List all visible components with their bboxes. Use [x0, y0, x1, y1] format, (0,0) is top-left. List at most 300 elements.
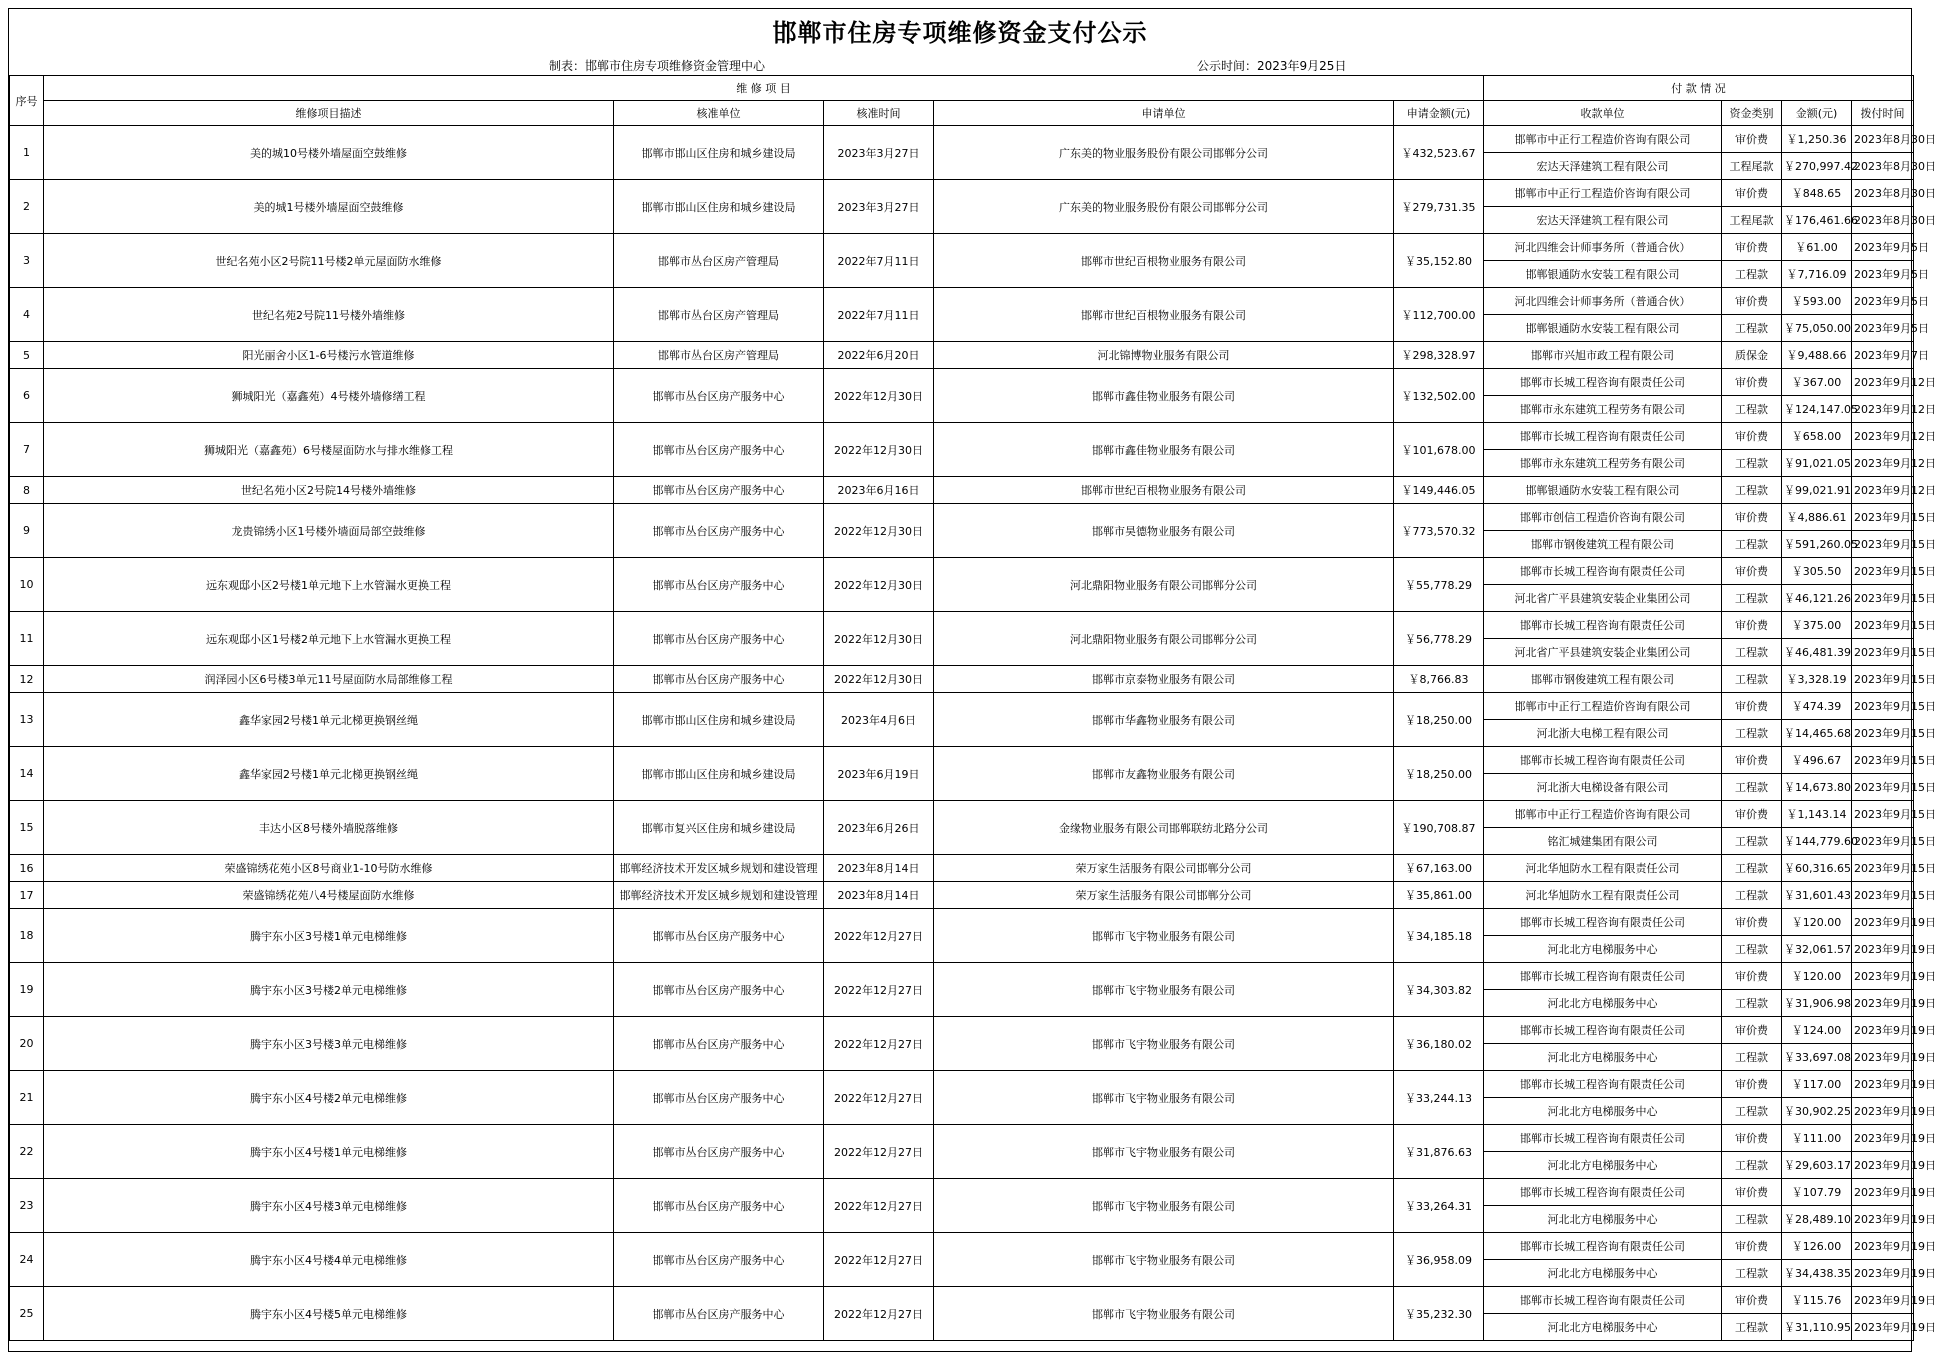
- row-seq: 24: [10, 1233, 44, 1287]
- fund-type: 工程尾款: [1722, 153, 1782, 180]
- fund-type: 工程款: [1722, 1260, 1782, 1287]
- applicant-unit: 广东美的物业服务股份有限公司邯郸分公司: [934, 126, 1394, 180]
- fund-type: 审价费: [1722, 747, 1782, 774]
- table-row: [10, 369, 1914, 396]
- table-row: [10, 693, 1914, 720]
- pay-date: 2023年9月19日: [1852, 1260, 1914, 1287]
- table-row: [10, 1287, 1914, 1314]
- pay-date: 2023年8月30日: [1852, 180, 1914, 207]
- pay-date: 2023年8月30日: [1852, 153, 1914, 180]
- applicant-unit: 邯郸市飞宇物业服务有限公司: [934, 1071, 1394, 1125]
- payment-notice-sheet: [8, 8, 1936, 1352]
- pay-amount: ￥1,250.36: [1782, 126, 1852, 153]
- approver-unit: 邯郸市丛台区房产服务中心: [614, 1233, 824, 1287]
- fund-type: 审价费: [1722, 504, 1782, 531]
- table-row: [10, 126, 1914, 153]
- project-desc: 远东观邸小区1号楼2单元地下上水管漏水更换工程: [44, 612, 614, 666]
- pay-date: 2023年9月15日: [1852, 639, 1914, 666]
- pay-date: 2023年9月19日: [1852, 1206, 1914, 1233]
- pay-amount: ￥34,438.35: [1782, 1260, 1852, 1287]
- approver-unit: 邯郸市丛台区房产服务中心: [614, 1125, 824, 1179]
- fund-type: 工程款: [1722, 450, 1782, 477]
- pay-amount: ￥591,260.05: [1782, 531, 1852, 558]
- fund-type: 工程款: [1722, 1098, 1782, 1125]
- table-row: [10, 963, 1914, 990]
- pay-amount: ￥4,886.61: [1782, 504, 1852, 531]
- apply-amount: ￥101,678.00: [1394, 423, 1484, 477]
- pay-date: 2023年8月30日: [1852, 207, 1914, 234]
- fund-type: 审价费: [1722, 180, 1782, 207]
- pay-amount: ￥117.00: [1782, 1071, 1852, 1098]
- approve-date: 2022年12月30日: [824, 369, 934, 423]
- payee-unit: 邯郸市中正行工程造价咨询有限公司: [1484, 180, 1722, 207]
- payee-unit: 河北北方电梯服务中心: [1484, 936, 1722, 963]
- fund-type: 工程款: [1722, 720, 1782, 747]
- payee-unit: 邯郸市长城工程咨询有限责任公司: [1484, 1179, 1722, 1206]
- pay-date: 2023年9月19日: [1852, 1125, 1914, 1152]
- fund-type: 工程款: [1722, 261, 1782, 288]
- pay-amount: ￥1,143.14: [1782, 801, 1852, 828]
- pay-date: 2023年9月15日: [1852, 774, 1914, 801]
- approve-date: 2022年12月27日: [824, 1233, 934, 1287]
- fund-type: 审价费: [1722, 126, 1782, 153]
- pay-date: 2023年9月15日: [1852, 801, 1914, 828]
- apply-amount: ￥432,523.67: [1394, 126, 1484, 180]
- applicant-unit: 邯郸市飞宇物业服务有限公司: [934, 1125, 1394, 1179]
- payee-unit: 邯郸市长城工程咨询有限责任公司: [1484, 369, 1722, 396]
- project-desc: 荣盛锦绣花苑小区8号商业1-10号防水维修: [44, 855, 614, 882]
- payee-unit: 河北北方电梯服务中心: [1484, 990, 1722, 1017]
- row-seq: 14: [10, 747, 44, 801]
- applicant-unit: 邯郸市华鑫物业服务有限公司: [934, 693, 1394, 747]
- payee-unit: 河北省广平县建筑安装企业集团公司: [1484, 585, 1722, 612]
- apply-amount: ￥132,502.00: [1394, 369, 1484, 423]
- project-desc: 腾宇东小区4号楼3单元电梯维修: [44, 1179, 614, 1233]
- pay-date: 2023年9月12日: [1852, 369, 1914, 396]
- pay-amount: ￥270,997.42: [1782, 153, 1852, 180]
- approve-date: 2022年12月27日: [824, 1125, 934, 1179]
- payee-unit: 邯郸市长城工程咨询有限责任公司: [1484, 1017, 1722, 1044]
- maker-line: 制表：邯郸市住房专项维修资金管理中心: [549, 59, 766, 73]
- pay-amount: ￥658.00: [1782, 423, 1852, 450]
- pay-amount: ￥124.00: [1782, 1017, 1852, 1044]
- fund-type: 审价费: [1722, 558, 1782, 585]
- pay-date: 2023年9月19日: [1852, 936, 1914, 963]
- row-seq: 15: [10, 801, 44, 855]
- pay-amount: ￥91,021.05: [1782, 450, 1852, 477]
- apply-amount: ￥33,264.31: [1394, 1179, 1484, 1233]
- payee-unit: 河北华旭防水工程有限责任公司: [1484, 882, 1722, 909]
- fund-type: 审价费: [1722, 1125, 1782, 1152]
- pay-amount: ￥593.00: [1782, 288, 1852, 315]
- apply-amount: ￥56,778.29: [1394, 612, 1484, 666]
- apply-amount: ￥31,876.63: [1394, 1125, 1484, 1179]
- approve-date: 2023年3月27日: [824, 126, 934, 180]
- fund-type: 工程款: [1722, 1314, 1782, 1341]
- project-desc: 腾宇东小区4号楼5单元电梯维修: [44, 1287, 614, 1341]
- pay-amount: ￥176,461.66: [1782, 207, 1852, 234]
- fund-type: 工程款: [1722, 936, 1782, 963]
- approve-date: 2023年6月19日: [824, 747, 934, 801]
- fund-type: 工程款: [1722, 828, 1782, 855]
- approver-unit: 邯郸市丛台区房产服务中心: [614, 1017, 824, 1071]
- row-seq: 22: [10, 1125, 44, 1179]
- apply-amount: ￥36,180.02: [1394, 1017, 1484, 1071]
- pay-amount: ￥31,906.98: [1782, 990, 1852, 1017]
- approve-date: 2022年12月27日: [824, 1179, 934, 1233]
- applicant-unit: 邯郸市京泰物业服务有限公司: [934, 666, 1394, 693]
- approver-unit: 邯郸市丛台区房产服务中心: [614, 423, 824, 477]
- fund-type: 审价费: [1722, 1287, 1782, 1314]
- applicant-unit: 邯郸市世纪百根物业服务有限公司: [934, 477, 1394, 504]
- row-seq: 12: [10, 666, 44, 693]
- payee-unit: 河北北方电梯服务中心: [1484, 1260, 1722, 1287]
- approver-unit: 邯郸经济技术开发区城乡规划和建设管理: [614, 882, 824, 909]
- apply-amount: ￥67,163.00: [1394, 855, 1484, 882]
- fund-type: 审价费: [1722, 801, 1782, 828]
- applicant-unit: 河北锦博物业服务有限公司: [934, 342, 1394, 369]
- pay-date: 2023年9月5日: [1852, 261, 1914, 288]
- publish-time: 公示时间：2023年9月25日: [1197, 59, 1347, 73]
- page-title: 邯郸市住房专项维修资金支付公示: [772, 19, 1148, 47]
- pay-amount: ￥120.00: [1782, 909, 1852, 936]
- project-desc: 荣盛锦绣花苑八4号楼屋面防水维修: [44, 882, 614, 909]
- pay-amount: ￥9,488.66: [1782, 342, 1852, 369]
- pay-date: 2023年9月19日: [1852, 1044, 1914, 1071]
- table-row: [10, 288, 1914, 315]
- payee-unit: 邯郸市永东建筑工程劳务有限公司: [1484, 396, 1722, 423]
- apply-amount: ￥279,731.35: [1394, 180, 1484, 234]
- applicant-unit: 河北鼎阳物业服务有限公司邯郸分公司: [934, 558, 1394, 612]
- approve-date: 2022年12月27日: [824, 1071, 934, 1125]
- header-pay-date: 拨付时间: [1852, 101, 1914, 126]
- fund-type: 审价费: [1722, 909, 1782, 936]
- pay-amount: ￥305.50: [1782, 558, 1852, 585]
- row-seq: 6: [10, 369, 44, 423]
- payee-unit: 河北浙大电梯设备有限公司: [1484, 774, 1722, 801]
- apply-amount: ￥55,778.29: [1394, 558, 1484, 612]
- pay-amount: ￥28,489.10: [1782, 1206, 1852, 1233]
- fund-type: 工程款: [1722, 855, 1782, 882]
- apply-amount: ￥190,708.87: [1394, 801, 1484, 855]
- header-amount: 申请金额(元): [1394, 101, 1484, 126]
- payee-unit: 邯郸市长城工程咨询有限责任公司: [1484, 909, 1722, 936]
- pay-date: 2023年9月15日: [1852, 855, 1914, 882]
- fund-type: 审价费: [1722, 288, 1782, 315]
- apply-amount: ￥33,244.13: [1394, 1071, 1484, 1125]
- row-seq: 3: [10, 234, 44, 288]
- applicant-unit: 邯郸市世纪百根物业服务有限公司: [934, 234, 1394, 288]
- table-row: [10, 477, 1914, 504]
- header-approver: 核准单位: [614, 101, 824, 126]
- approver-unit: 邯郸市丛台区房产服务中心: [614, 504, 824, 558]
- pay-date: 2023年9月15日: [1852, 693, 1914, 720]
- pay-amount: ￥46,121.26: [1782, 585, 1852, 612]
- payee-unit: 邯郸市钢俊建筑工程有限公司: [1484, 531, 1722, 558]
- payment-table: [9, 75, 1936, 1341]
- table-row: [10, 558, 1914, 585]
- payee-unit: 邯郸银通防水安装工程有限公司: [1484, 315, 1722, 342]
- pay-amount: ￥367.00: [1782, 369, 1852, 396]
- payee-unit: 宏达天泽建筑工程有限公司: [1484, 207, 1722, 234]
- header-approve-date: 核准时间: [824, 101, 934, 126]
- pay-date: 2023年9月15日: [1852, 531, 1914, 558]
- payee-unit: 邯郸市长城工程咨询有限责任公司: [1484, 1233, 1722, 1260]
- approver-unit: 邯郸市复兴区住房和城乡建设局: [614, 801, 824, 855]
- table-body: [10, 126, 1936, 1341]
- apply-amount: ￥18,250.00: [1394, 747, 1484, 801]
- apply-amount: ￥34,185.18: [1394, 909, 1484, 963]
- payee-unit: 河北北方电梯服务中心: [1484, 1206, 1722, 1233]
- applicant-unit: 邯郸市飞宇物业服务有限公司: [934, 1287, 1394, 1341]
- pay-date: 2023年9月19日: [1852, 990, 1914, 1017]
- payee-unit: 河北北方电梯服务中心: [1484, 1314, 1722, 1341]
- pay-date: 2023年9月12日: [1852, 477, 1914, 504]
- header-desc: 维修项目描述: [44, 101, 614, 126]
- pay-amount: ￥31,601.43: [1782, 882, 1852, 909]
- fund-type: 审价费: [1722, 234, 1782, 261]
- approve-date: 2022年12月30日: [824, 612, 934, 666]
- fund-type: 审价费: [1722, 369, 1782, 396]
- approver-unit: 邯郸市丛台区房产服务中心: [614, 1287, 824, 1341]
- approve-date: 2022年7月11日: [824, 288, 934, 342]
- project-desc: 鑫华家园2号楼1单元北梯更换钢丝绳: [44, 693, 614, 747]
- project-desc: 龙贵锦绣小区1号楼外墙面局部空鼓维修: [44, 504, 614, 558]
- apply-amount: ￥149,446.05: [1394, 477, 1484, 504]
- pay-date: 2023年9月15日: [1852, 882, 1914, 909]
- pay-amount: ￥31,110.95: [1782, 1314, 1852, 1341]
- approve-date: 2022年12月30日: [824, 666, 934, 693]
- pay-amount: ￥144,779.60: [1782, 828, 1852, 855]
- project-desc: 阳光丽舍小区1-6号楼污水管道维修: [44, 342, 614, 369]
- table-row: [10, 855, 1914, 882]
- applicant-unit: 邯郸市飞宇物业服务有限公司: [934, 1233, 1394, 1287]
- row-seq: 9: [10, 504, 44, 558]
- table-row: [10, 909, 1914, 936]
- header-fund-type: 资金类别: [1722, 101, 1782, 126]
- applicant-unit: 荣万家生活服务有限公司邯郸分公司: [934, 882, 1394, 909]
- fund-type: 工程款: [1722, 531, 1782, 558]
- approver-unit: 邯郸市邯山区住房和城乡建设局: [614, 126, 824, 180]
- apply-amount: ￥35,152.80: [1394, 234, 1484, 288]
- fund-type: 审价费: [1722, 963, 1782, 990]
- project-desc: 狮城阳光（嘉鑫苑）6号楼屋面防水与排水维修工程: [44, 423, 614, 477]
- fund-type: 审价费: [1722, 693, 1782, 720]
- payee-unit: 邯郸市长城工程咨询有限责任公司: [1484, 1071, 1722, 1098]
- pay-date: 2023年9月15日: [1852, 504, 1914, 531]
- project-desc: 世纪名苑2号院11号楼外墙维修: [44, 288, 614, 342]
- fund-type: 工程款: [1722, 315, 1782, 342]
- approve-date: 2022年12月27日: [824, 963, 934, 1017]
- payee-unit: 邯郸市中正行工程造价咨询有限公司: [1484, 801, 1722, 828]
- fund-type: 工程款: [1722, 882, 1782, 909]
- pay-amount: ￥111.00: [1782, 1125, 1852, 1152]
- table-row: [10, 504, 1914, 531]
- pay-date: 2023年9月19日: [1852, 1233, 1914, 1260]
- table-row: [10, 882, 1914, 909]
- pay-amount: ￥3,328.19: [1782, 666, 1852, 693]
- approve-date: 2023年8月14日: [824, 882, 934, 909]
- approver-unit: 邯郸市丛台区房产服务中心: [614, 1179, 824, 1233]
- approver-unit: 邯郸市丛台区房产服务中心: [614, 612, 824, 666]
- table-row: [10, 423, 1914, 450]
- project-desc: 世纪名苑小区2号院14号楼外墙维修: [44, 477, 614, 504]
- pay-date: 2023年9月15日: [1852, 720, 1914, 747]
- pay-amount: ￥61.00: [1782, 234, 1852, 261]
- payee-unit: 邯郸市长城工程咨询有限责任公司: [1484, 612, 1722, 639]
- payee-unit: 邯郸市长城工程咨询有限责任公司: [1484, 558, 1722, 585]
- payee-unit: 河北四维会计师事务所（普通合伙）: [1484, 288, 1722, 315]
- row-seq: 23: [10, 1179, 44, 1233]
- apply-amount: ￥35,232.30: [1394, 1287, 1484, 1341]
- payee-unit: 河北北方电梯服务中心: [1484, 1044, 1722, 1071]
- applicant-unit: 金缘物业服务有限公司邯郸联纺北路分公司: [934, 801, 1394, 855]
- approve-date: 2023年6月16日: [824, 477, 934, 504]
- payee-unit: 邯郸市中正行工程造价咨询有限公司: [1484, 693, 1722, 720]
- approve-date: 2022年12月27日: [824, 1287, 934, 1341]
- payee-unit: 河北浙大电梯工程有限公司: [1484, 720, 1722, 747]
- payee-unit: 河北北方电梯服务中心: [1484, 1098, 1722, 1125]
- project-desc: 腾宇东小区4号楼4单元电梯维修: [44, 1233, 614, 1287]
- pay-amount: ￥29,603.17: [1782, 1152, 1852, 1179]
- pay-amount: ￥375.00: [1782, 612, 1852, 639]
- row-seq: 18: [10, 909, 44, 963]
- pay-date: 2023年9月15日: [1852, 666, 1914, 693]
- pay-date: 2023年9月15日: [1852, 747, 1914, 774]
- apply-amount: ￥35,861.00: [1394, 882, 1484, 909]
- pay-amount: ￥46,481.39: [1782, 639, 1852, 666]
- approver-unit: 邯郸市邯山区住房和城乡建设局: [614, 747, 824, 801]
- pay-amount: ￥75,050.00: [1782, 315, 1852, 342]
- pay-date: 2023年9月7日: [1852, 342, 1914, 369]
- payee-unit: 邯郸市长城工程咨询有限责任公司: [1484, 1125, 1722, 1152]
- pay-date: 2023年9月15日: [1852, 612, 1914, 639]
- apply-amount: ￥112,700.00: [1394, 288, 1484, 342]
- header-payment-group: 付 款 情 况: [1484, 76, 1914, 101]
- row-seq: 19: [10, 963, 44, 1017]
- applicant-unit: 邯郸市世纪百根物业服务有限公司: [934, 288, 1394, 342]
- fund-type: 工程款: [1722, 585, 1782, 612]
- row-seq: 25: [10, 1287, 44, 1341]
- approve-date: 2022年12月30日: [824, 504, 934, 558]
- pay-date: 2023年9月19日: [1852, 1314, 1914, 1341]
- row-seq: 5: [10, 342, 44, 369]
- applicant-unit: 邯郸市友鑫物业服务有限公司: [934, 747, 1394, 801]
- approve-date: 2022年12月27日: [824, 1017, 934, 1071]
- payee-unit: 河北四维会计师事务所（普通合伙）: [1484, 234, 1722, 261]
- pay-date: 2023年9月19日: [1852, 1071, 1914, 1098]
- row-seq: 8: [10, 477, 44, 504]
- payee-unit: 河北华旭防水工程有限责任公司: [1484, 855, 1722, 882]
- payee-unit: 邯郸银通防水安装工程有限公司: [1484, 261, 1722, 288]
- applicant-unit: 邯郸市昊德物业服务有限公司: [934, 504, 1394, 558]
- table-row: [10, 342, 1914, 369]
- pay-date: 2023年9月15日: [1852, 585, 1914, 612]
- approver-unit: 邯郸经济技术开发区城乡规划和建设管理: [614, 855, 824, 882]
- fund-type: 工程款: [1722, 639, 1782, 666]
- fund-type: 审价费: [1722, 1017, 1782, 1044]
- pay-amount: ￥120.00: [1782, 963, 1852, 990]
- row-seq: 2: [10, 180, 44, 234]
- project-desc: 腾宇东小区3号楼1单元电梯维修: [44, 909, 614, 963]
- applicant-unit: 广东美的物业服务股份有限公司邯郸分公司: [934, 180, 1394, 234]
- payee-unit: 宏达天泽建筑工程有限公司: [1484, 153, 1722, 180]
- row-seq: 21: [10, 1071, 44, 1125]
- table-row: [10, 666, 1914, 693]
- payee-unit: 邯郸银通防水安装工程有限公司: [1484, 477, 1722, 504]
- fund-type: 审价费: [1722, 1233, 1782, 1260]
- approve-date: 2022年12月30日: [824, 558, 934, 612]
- table-row: [10, 801, 1914, 828]
- applicant-unit: 邯郸市飞宇物业服务有限公司: [934, 1179, 1394, 1233]
- table-row: [10, 1233, 1914, 1260]
- project-desc: 鑫华家园2号楼1单元北梯更换钢丝绳: [44, 747, 614, 801]
- header-payee: 收款单位: [1484, 101, 1722, 126]
- payee-unit: 邯郸市永东建筑工程劳务有限公司: [1484, 450, 1722, 477]
- row-seq: 16: [10, 855, 44, 882]
- pay-amount: ￥107.79: [1782, 1179, 1852, 1206]
- approve-date: 2022年7月11日: [824, 234, 934, 288]
- fund-type: 工程款: [1722, 1206, 1782, 1233]
- project-desc: 腾宇东小区3号楼2单元电梯维修: [44, 963, 614, 1017]
- approver-unit: 邯郸市丛台区房产管理局: [614, 234, 824, 288]
- project-desc: 腾宇东小区3号楼3单元电梯维修: [44, 1017, 614, 1071]
- fund-type: 工程款: [1722, 396, 1782, 423]
- row-seq: 7: [10, 423, 44, 477]
- applicant-unit: 荣万家生活服务有限公司邯郸分公司: [934, 855, 1394, 882]
- approve-date: 2022年12月27日: [824, 909, 934, 963]
- pay-date: 2023年9月19日: [1852, 1179, 1914, 1206]
- pay-date: 2023年9月5日: [1852, 234, 1914, 261]
- row-seq: 11: [10, 612, 44, 666]
- approver-unit: 邯郸市丛台区房产服务中心: [614, 558, 824, 612]
- approve-date: 2023年4月6日: [824, 693, 934, 747]
- header-pay-amount: 金额(元): [1782, 101, 1852, 126]
- pay-date: 2023年9月12日: [1852, 423, 1914, 450]
- pay-date: 2023年9月19日: [1852, 963, 1914, 990]
- table-row: [10, 1179, 1914, 1206]
- fund-type: 工程款: [1722, 477, 1782, 504]
- approver-unit: 邯郸市丛台区房产服务中心: [614, 963, 824, 1017]
- pay-amount: ￥99,021.91: [1782, 477, 1852, 504]
- pay-amount: ￥14,673.80: [1782, 774, 1852, 801]
- fund-type: 质保金: [1722, 342, 1782, 369]
- pay-date: 2023年9月19日: [1852, 1098, 1914, 1125]
- pay-date: 2023年9月15日: [1852, 558, 1914, 585]
- pay-amount: ￥115.76: [1782, 1287, 1852, 1314]
- header-seq: 序号: [10, 76, 44, 126]
- payee-unit: 河北省广平县建筑安装企业集团公司: [1484, 639, 1722, 666]
- row-seq: 4: [10, 288, 44, 342]
- table-row: [10, 1125, 1914, 1152]
- project-desc: 美的城1号楼外墙屋面空鼓维修: [44, 180, 614, 234]
- project-desc: 润泽园小区6号楼3单元11号屋面防水局部维修工程: [44, 666, 614, 693]
- approver-unit: 邯郸市邯山区住房和城乡建设局: [614, 693, 824, 747]
- fund-type: 工程款: [1722, 774, 1782, 801]
- approver-unit: 邯郸市丛台区房产管理局: [614, 342, 824, 369]
- applicant-unit: 邯郸市飞宇物业服务有限公司: [934, 909, 1394, 963]
- pay-amount: ￥33,697.08: [1782, 1044, 1852, 1071]
- approve-date: 2022年12月30日: [824, 423, 934, 477]
- approver-unit: 邯郸市丛台区房产服务中心: [614, 1071, 824, 1125]
- approver-unit: 邯郸市丛台区房产服务中心: [614, 477, 824, 504]
- pay-amount: ￥32,061.57: [1782, 936, 1852, 963]
- project-desc: 丰达小区8号楼外墙脱落维修: [44, 801, 614, 855]
- table-row: [10, 747, 1914, 774]
- pay-date: 2023年9月19日: [1852, 1287, 1914, 1314]
- payee-unit: 邯郸市长城工程咨询有限责任公司: [1484, 747, 1722, 774]
- applicant-unit: 邯郸市鑫佳物业服务有限公司: [934, 423, 1394, 477]
